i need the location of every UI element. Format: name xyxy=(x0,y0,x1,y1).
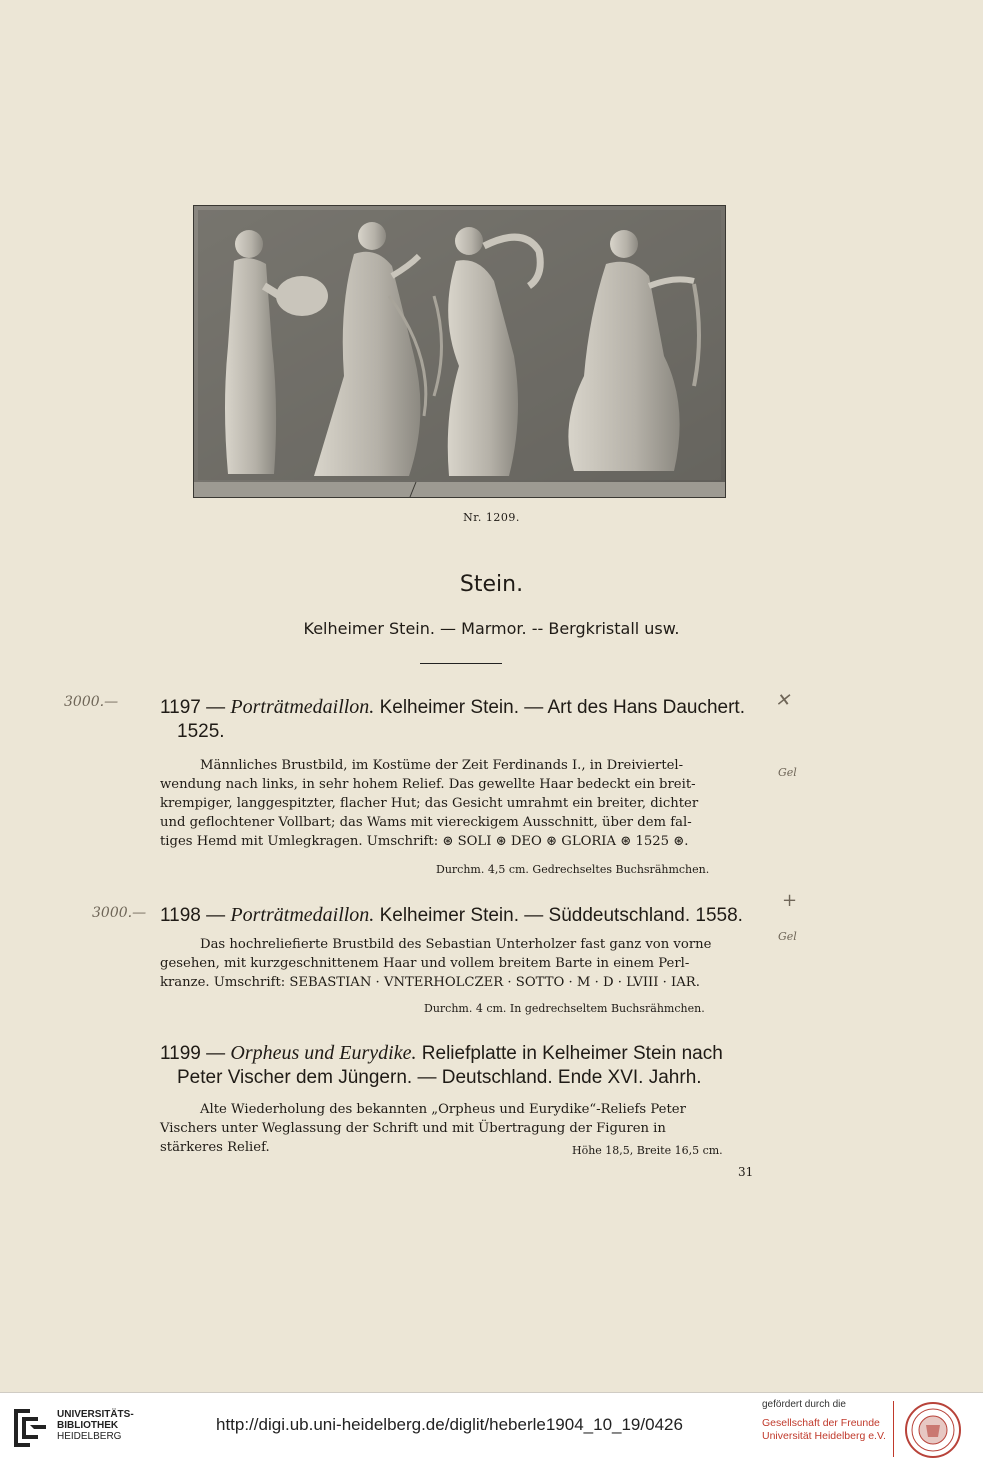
entry-1198-number: 1198 xyxy=(160,905,201,926)
university-seal-icon xyxy=(904,1401,962,1464)
footer-bar xyxy=(0,1392,983,1464)
margin-check-mark-icon: ✕ xyxy=(775,690,791,711)
entry-1198-heading: 1198 — Porträtmedaillon. Kelheimer Stein. — Süddeutschland. 1558. xyxy=(160,904,743,926)
entry-1199-number: 1199 xyxy=(160,1043,201,1064)
entry-1198-rest: Kelheimer Stein. — Süddeutschland. 1558. xyxy=(374,905,743,926)
entry-1199-name: Orpheus und Eurydike. xyxy=(230,1042,417,1064)
entry-1197-year: 1525. xyxy=(177,721,225,742)
society-name[interactable]: Gesellschaft der Freunde Universität Heidelberg e.V. xyxy=(762,1417,886,1442)
relief-photograph xyxy=(193,205,726,498)
entry-1198-name: Porträtmedaillon. xyxy=(230,904,375,926)
divider-rule xyxy=(420,663,502,664)
permalink-url[interactable]: http://digi.ub.uni-heidelberg.de/diglit/heberle1904_10_19/0426 xyxy=(216,1415,683,1434)
entry-1199-measure: Höhe 18,5, Breite 16,5 cm. xyxy=(572,1144,723,1157)
library-logo-icon[interactable] xyxy=(10,1405,50,1456)
page-number: 31 xyxy=(738,1165,754,1179)
margin-price-1197: 3000.— xyxy=(64,694,119,710)
entry-1199-rest: Reliefplatte in Kelheimer Stein nach xyxy=(416,1043,723,1064)
entry-1197-measure: Durchm. 4,5 cm. Gedrechseltes Buchsrähmchen. xyxy=(436,863,710,876)
entry-1199-origin: Peter Vischer dem Jüngern. — Deutschland. Ende XVI. Jahrh. xyxy=(177,1067,702,1088)
relief-image xyxy=(194,206,725,497)
entry-1198-description: Das hochreliefierte Brustbild des Sebastian Unterholzer fast ganz von vorne gesehen, mit kurzgeschnittenem Haar und vollem breitem Barte in einem Perl- kranze. Umschrift: SEBASTIAN · VNTERHOLCZER · SOTTO · M · D · LVIII · IAR. xyxy=(160,937,712,990)
margin-plus-mark-icon: + xyxy=(782,890,798,911)
support-text: gefördert durch die xyxy=(762,1399,846,1410)
section-subtitle: Kelheimer Stein. — Marmor. -- Bergkristall usw. xyxy=(303,619,680,638)
entry-1199-heading: 1199 — Orpheus und Eurydike. Reliefplatte in Kelheimer Stein nach Peter Vischer dem Jüngern. — Deutschland. Ende XVI. Jahrh. xyxy=(160,1041,770,1090)
entry-1197-number: 1197 xyxy=(160,697,201,718)
entry-1197-heading: 1197 — Porträtmedaillon. Kelheimer Stein. — Art des Hans Dauchert. 1525. xyxy=(160,695,770,744)
margin-price-1198: 3000.— xyxy=(92,905,147,921)
footer-divider xyxy=(893,1401,894,1457)
entry-1197-description: Männliches Brustbild, im Kostüme der Zeit Ferdinands I., in Dreiviertel- wendung nach links, in sehr hohem Relief. Das gewellte Haar bedeckt ein breit- krempiger, langgespitzter, flacher Hut; das Gesicht umrahmt ein breiter, dichter und geflochtener Vollbart; das Wams mit viereckigem Ausschnitt, über dem fal- tiges Hemd mit Umlegkragen. Umschrift: ⊛ SOLI ⊛ DEO ⊛ GLORIA ⊛ 1525 ⊛. xyxy=(160,758,699,849)
entry-1198-measure: Durchm. 4 cm. In gedrechseltem Buchsrähmchen. xyxy=(424,1002,705,1015)
entry-1199-description: Alte Wiederholung des bekannten „Orpheus und Eurydike“-Reliefs Peter Vischers unter Weglassung der Schrift und mit Übertragung der Figuren in stärkeres Relief. xyxy=(160,1102,686,1155)
section-title: Stein. xyxy=(459,572,524,597)
margin-note-1197: Gel xyxy=(778,766,797,779)
library-name: UNIVERSITÄTS- BIBLIOTHEK HEIDELBERG xyxy=(57,1409,134,1442)
figure-caption: Nr. 1209. xyxy=(463,511,520,524)
entry-1197-name: Porträtmedaillon. xyxy=(230,696,375,718)
margin-note-1198: Gel xyxy=(778,930,797,943)
entry-1197-rest: Kelheimer Stein. — Art des Hans Dauchert. xyxy=(374,697,745,718)
